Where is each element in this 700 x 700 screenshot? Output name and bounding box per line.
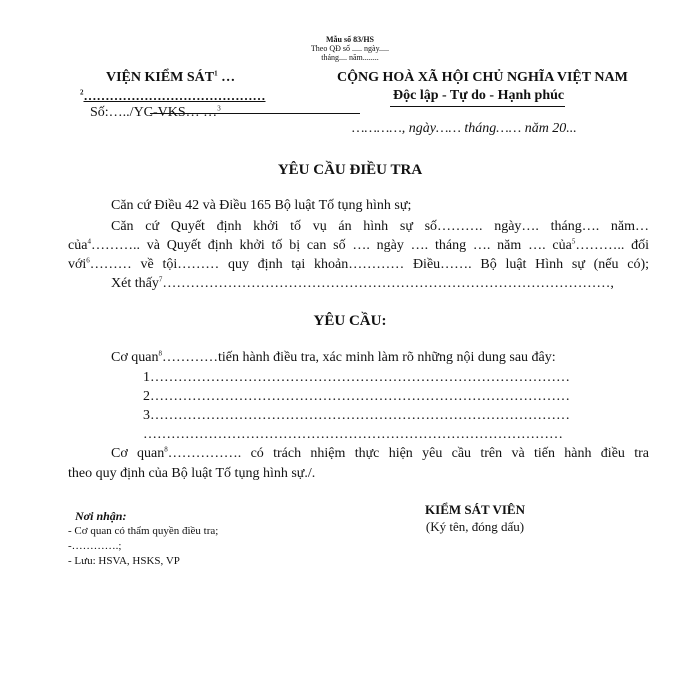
request-intro-b: …………tiến hành điều tra, xác minh làm rõ những nội dung sau đây: (161, 350, 556, 365)
footnote-mark-6: 6 (86, 256, 90, 265)
basis-line-5-a: Xét thấy (111, 276, 159, 291)
footnote-mark-5: 5 (571, 237, 576, 246)
agency-suffix: … (217, 70, 236, 85)
basis-line-3-a: của (68, 238, 88, 253)
request-closing (111, 446, 649, 462)
agency-footnote-mark: 1 (214, 69, 218, 78)
basis-line-4 (68, 257, 649, 273)
form-note-line3: tháng.... năm........ (321, 53, 379, 62)
basis-line-4-b: ……… về tội……… quy định tại khoản………… Điều……. Bộ luật Hình sự (nếu có); (89, 257, 649, 272)
basis-line-3 (68, 238, 649, 254)
doc-number-footnote-mark: 3 (217, 104, 221, 113)
basis-line-1: Căn cứ Điều 42 và Điều 165 Bộ luật Tố tụng hình sự; (111, 198, 412, 213)
footnote-mark-8: 8 (158, 349, 162, 358)
footnote-mark-4: 4 (87, 237, 91, 246)
agency-unit (80, 88, 266, 104)
request-item: ……………………………………………………………………………… (143, 427, 563, 442)
footnote-mark-7: 7 (158, 275, 163, 284)
national-motto: Độc lập - Tự do - Hạnh phúc (393, 88, 565, 103)
basis-line-2-text: Căn cứ Quyết định khởi tố vụ án hình sự số………. ngày…. tháng…. năm… (111, 219, 649, 234)
unit-dots: …………………………………… (83, 88, 266, 103)
basis-line-5-b: ……………………………………………………………………………………, (162, 276, 614, 291)
recipients-title: Nơi nhận: (75, 509, 127, 523)
form-note-line1: Mẫu số 83/HS (325, 35, 374, 44)
doc-number-text: Số:…../YC-VKS… … (90, 105, 218, 120)
signature-role: KIỂM SÁT VIÊN (425, 502, 525, 517)
signature-note: (Ký tên, đóng dấu) (425, 519, 525, 534)
basis-line-4-text (68, 257, 649, 273)
place-date: …………, ngày…… tháng…… năm 20... (352, 121, 577, 136)
agency-label: VIỆN KIỂM SÁT (106, 70, 215, 85)
request-item: 1……………………………………………………………………………… (143, 370, 570, 385)
country-name: CỘNG HOÀ XÃ HỘI CHỦ NGHĨA VIỆT NAM (337, 70, 628, 85)
form-note (290, 35, 410, 62)
basis-line-5 (111, 276, 614, 292)
basis-line-2 (111, 219, 649, 235)
footnote-mark-8b: 8 (164, 445, 168, 454)
form-note-line2: Theo QĐ số ..... ngày..... (310, 44, 390, 53)
request-title: YÊU CẦU: (313, 313, 387, 329)
recipient-item: -………….; (68, 540, 122, 552)
doc-number-underline (150, 113, 360, 114)
basis-line-3-b: ……….. và Quyết định khởi tố bị can số …. ngày …. tháng …. năm …. của (90, 238, 572, 253)
basis-line-3-text (68, 238, 649, 254)
request-intro-a: Cơ quan (111, 350, 159, 365)
request-item: 2……………………………………………………………………………… (143, 389, 570, 404)
recipient-item: - Lưu: HSVA, HSKS, VP (68, 555, 180, 567)
request-closing-text (111, 446, 649, 462)
agency-name (106, 70, 235, 86)
request-closing-a: Cơ quan (111, 446, 165, 461)
unit-footnote-mark: 2 (80, 88, 84, 97)
request-item: 3……………………………………………………………………………… (143, 408, 570, 423)
request-closing-b: ……………. có trách nhiệm thực hiện yêu cầu trên và tiến hành điều tra (167, 446, 649, 461)
basis-line-3-c: ……….. đối (575, 238, 649, 253)
request-closing-line-2: theo quy định của Bộ luật Tố tụng hình sự./. (68, 466, 316, 481)
motto-underline (390, 106, 565, 107)
basis-line-4-a: với (68, 257, 87, 272)
request-intro (111, 350, 556, 366)
recipient-item: - Cơ quan có thẩm quyền điều tra; (68, 525, 219, 537)
document-title: YÊU CẦU ĐIỀU TRA (277, 162, 423, 178)
